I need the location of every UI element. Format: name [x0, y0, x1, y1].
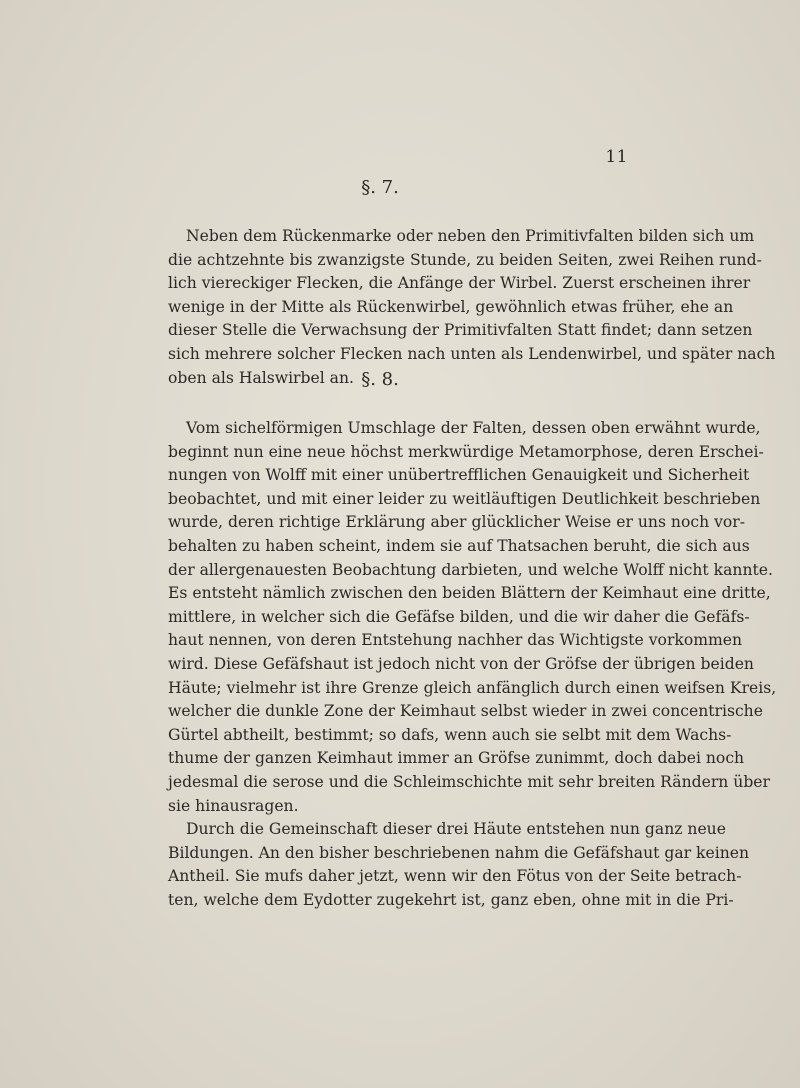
text-line: dieser Stelle die Verwachsung der Primitivfalten Statt findet; dann setzen [168, 321, 753, 340]
text-line: wird. Diese Gefäfshaut ist jedoch nicht von der Gröfse der übrigen beiden [168, 654, 754, 673]
text-line: sich mehrere solcher Flecken nach unten als Lendenwirbel, und später nach [168, 344, 776, 363]
text-line: Neben dem Rückenmarke oder neben den Primitivfalten bilden sich um [186, 227, 755, 245]
text-line: wenige in der Mitte als Rückenwirbel, gewöhnlich etwas früher, ehe an [168, 297, 734, 316]
text-line: beginnt nun eine neue höchst merkwürdige Metamorphose, deren Erschei- [168, 442, 764, 461]
text-line: sie hinausragen. [168, 796, 299, 815]
text-line: lich viereckiger Flecken, die Anfänge der Wirbel. Zuerst erscheinen ihrer [168, 274, 751, 293]
section-heading-8: §. 8. [361, 369, 399, 390]
text-line: behalten zu haben scheint, indem sie auf Thatsachen beruht, die sich aus [168, 536, 750, 555]
text-line: Es entsteht nämlich zwischen den beiden Blättern der Keimhaut eine dritte, [168, 584, 771, 603]
paragraph-section-8 [168, 417, 777, 912]
paragraph-section-7 [168, 225, 776, 390]
text-line: die achtzehnte bis zwanzigste Stunde, zu beiden Seiten, zwei Reihen rund- [168, 250, 762, 269]
text-line: der allergenauesten Beobachtung darbieten, und welche Wolff nicht kannte. [168, 560, 773, 579]
text-line: wurde, deren richtige Erklärung aber glücklicher Weise er uns noch vor- [168, 513, 745, 532]
text-line: haut nennen, von deren Entstehung nachher das Wichtigste vorkommen [168, 631, 743, 650]
text-line: nungen von Wolff mit einer unübertrefflichen Genauigkeit und Sicherheit [168, 466, 750, 485]
text-line: ten, welche dem Eydotter zugekehrt ist, ganz eben, ohne mit in die Pri- [168, 890, 734, 909]
text-line: Bildungen. An den bisher beschriebenen nahm die Gefäfshaut gar keinen [168, 843, 750, 862]
text-line: Antheil. Sie mufs daher jetzt, wenn wir den Fötus von der Seite betrach- [168, 867, 742, 886]
text-line: Häute; vielmehr ist ihre Grenze gleich anfänglich durch einen weifsen Kreis, [168, 678, 777, 697]
text-line: jedesmal die serose und die Schleimschichte mit sehr breiten Rändern über [168, 772, 770, 791]
text-line: Gürtel abtheilt, bestimmt; so dafs, wenn auch sie selbt mit dem Wachs- [168, 725, 732, 744]
text-line: beobachtet, und mit einer leider zu weitläuftigen Deutlichkeit beschrieben [168, 489, 761, 508]
text-line: thume der ganzen Keimhaut immer an Gröfse zunimmt, doch dabei noch [168, 749, 745, 768]
text-line: mittlere, in welcher sich die Gefäfse bilden, und die wir daher die Gefäfs- [168, 607, 750, 626]
text-line: oben als Halswirbel an. [168, 368, 354, 387]
text-line: Vom sichelförmigen Umschlage der Falten, dessen oben erwähnt wurde, [186, 419, 761, 437]
text-line: Durch die Gemeinschaft dieser drei Häute entstehen nun ganz neue [186, 820, 726, 839]
section-heading-7: §. 7. [361, 177, 399, 198]
page-number: 11 [605, 147, 628, 167]
text-line: welcher die dunkle Zone der Keimhaut selbst wieder in zwei concentrische [168, 702, 763, 721]
